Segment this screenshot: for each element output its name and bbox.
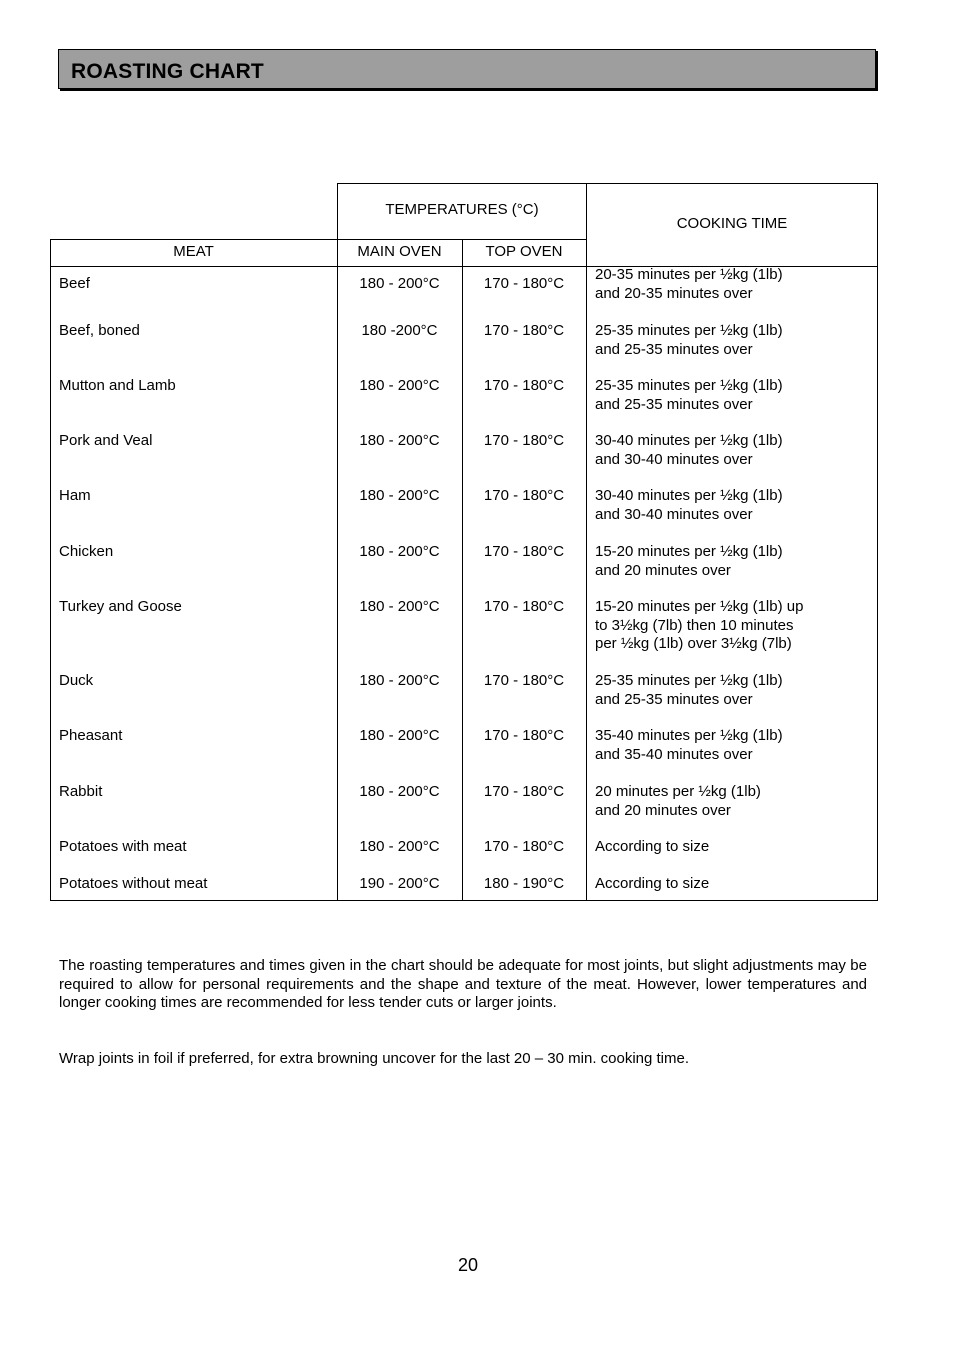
cell-cooking-time: 25-35 minutes per ½kg (1lb): [595, 322, 783, 339]
cell-top-oven: 170 - 180°C: [483, 838, 565, 855]
cell-meat: Potatoes with meat: [59, 838, 187, 855]
cell-cooking-time: 20 minutes per ½kg (1lb): [595, 783, 761, 800]
cell-cooking-time: and 25-35 minutes over: [595, 340, 753, 358]
table-border-bottom: [50, 900, 878, 901]
cell-cooking-time: and 20 minutes over: [595, 561, 731, 579]
cell-top-oven: 170 - 180°C: [483, 377, 565, 394]
cell-main-oven: 180 - 200°C: [359, 838, 440, 855]
cell-main-oven: 180 - 200°C: [359, 727, 440, 744]
cell-cooking-time: 25-35 minutes per ½kg (1lb): [595, 672, 783, 689]
cell-meat: Pork and Veal: [59, 432, 153, 449]
cell-cooking-time: per ½kg (1lb) over 3½kg (7lb): [595, 635, 792, 652]
cell-meat: Pheasant: [59, 727, 123, 744]
cell-meat: Beef, boned: [59, 322, 140, 339]
cell-cooking-time: and 30-40 minutes over: [595, 450, 753, 468]
cell-cooking-time: and 25-35 minutes over: [595, 395, 753, 413]
cell-meat: Turkey and Goose: [59, 598, 182, 615]
header-meat: MEAT: [173, 243, 214, 260]
cell-main-oven: 190 - 200°C: [359, 875, 440, 892]
cell-main-oven: 180 - 200°C: [359, 543, 440, 560]
cell-top-oven: 170 - 180°C: [483, 322, 565, 339]
cell-meat: Duck: [59, 672, 94, 689]
note-paragraph: Wrap joints in foil if preferred, for extra browning uncover for the last 20 – 30 min. cooking time.: [59, 1050, 690, 1067]
table-border-left: [50, 239, 51, 901]
title-bar: [58, 49, 876, 89]
cell-main-oven: 180 - 200°C: [359, 487, 440, 504]
cell-cooking-time: 20-35 minutes per ½kg (1lb): [595, 266, 783, 283]
cell-cooking-time: and 30-40 minutes over: [595, 505, 753, 523]
cell-main-oven: 180 - 200°C: [359, 275, 440, 292]
cell-meat: Rabbit: [59, 783, 103, 800]
cell-cooking-time: 15-20 minutes per ½kg (1lb) up: [595, 598, 804, 615]
page-number: 20: [457, 1255, 479, 1275]
table-divider-top: [586, 183, 587, 901]
cell-cooking-time: According to size: [595, 875, 710, 892]
cell-cooking-time: 30-40 minutes per ½kg (1lb): [595, 487, 783, 504]
cell-top-oven: 170 - 180°C: [483, 727, 565, 744]
header-cooking-time: COOKING TIME: [676, 215, 788, 232]
cell-main-oven: 180 - 200°C: [359, 672, 440, 689]
header-top-oven: TOP OVEN: [485, 243, 563, 260]
cell-meat: Mutton and Lamb: [59, 377, 176, 394]
header-main-oven: MAIN OVEN: [357, 243, 442, 260]
page-title: ROASTING CHART: [71, 60, 264, 83]
cell-cooking-time: and 35-40 minutes over: [595, 745, 753, 763]
cell-main-oven: 180 - 200°C: [359, 598, 440, 615]
cell-top-oven: 170 - 180°C: [483, 543, 565, 560]
cell-top-oven: 170 - 180°C: [483, 783, 565, 800]
cell-cooking-time: and 25-35 minutes over: [595, 690, 753, 708]
cell-cooking-time: and 20 minutes over: [595, 801, 731, 819]
cell-top-oven: 170 - 180°C: [483, 487, 565, 504]
cell-cooking-time: According to size: [595, 838, 710, 855]
note-paragraph: The roasting temperatures and times given in the chart should be adequate for most joints, but slight adjustments may be required to allow for personal requirements and the shape and texture of the meat. However, lower temperatures and longer cooking times are recommended for less tender cuts or larger joints.: [59, 957, 867, 1011]
cell-meat: Potatoes without meat: [59, 875, 208, 892]
cell-top-oven: 170 - 180°C: [483, 672, 565, 689]
table-border-top: [337, 183, 878, 184]
cell-main-oven: 180 -200°C: [361, 322, 438, 339]
cell-top-oven: 170 - 180°C: [483, 275, 565, 292]
cell-cooking-time: 35-40 minutes per ½kg (1lb): [595, 727, 783, 744]
cell-cooking-time: to 3½kg (7lb) then 10 minutes: [595, 616, 794, 634]
cell-cooking-time: and 20-35 minutes over: [595, 284, 753, 302]
cell-top-oven: 170 - 180°C: [483, 432, 565, 449]
cell-top-oven: 170 - 180°C: [483, 598, 565, 615]
cell-main-oven: 180 - 200°C: [359, 783, 440, 800]
cell-cooking-time: 30-40 minutes per ½kg (1lb): [595, 432, 783, 449]
cell-cooking-time: 15-20 minutes per ½kg (1lb): [595, 543, 783, 560]
table-border-right: [877, 183, 878, 901]
cell-meat: Chicken: [59, 543, 114, 560]
header-temperatures: TEMPERATURES (°C): [385, 201, 539, 218]
cell-top-oven: 180 - 190°C: [483, 875, 565, 892]
cell-meat: Beef: [59, 275, 90, 292]
table-header-divider: [50, 239, 587, 240]
cell-main-oven: 180 - 200°C: [359, 377, 440, 394]
cell-cooking-time: 25-35 minutes per ½kg (1lb): [595, 377, 783, 394]
cell-meat: Ham: [59, 487, 91, 504]
cell-main-oven: 180 - 200°C: [359, 432, 440, 449]
